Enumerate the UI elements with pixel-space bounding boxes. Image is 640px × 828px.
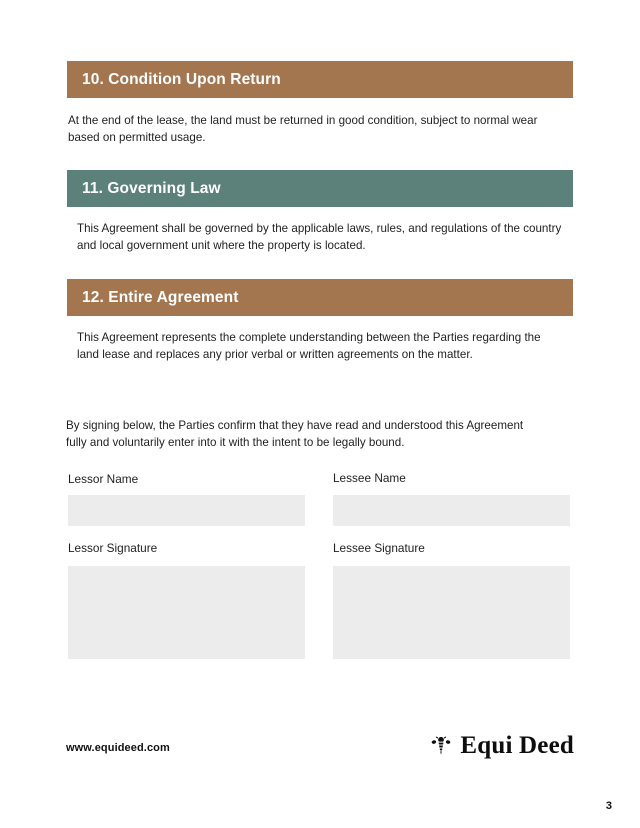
section-header-entire-agreement bbox=[67, 279, 573, 316]
lessee-name-label: Lessee Name bbox=[333, 471, 406, 485]
section-heading-text: 11. Governing Law bbox=[82, 179, 221, 197]
lessor-name-label: Lessor Name bbox=[68, 472, 139, 486]
brand-name-text: Equi Deed bbox=[460, 732, 574, 759]
section-heading-text: 10. Condition Upon Return bbox=[82, 70, 281, 88]
lessor-signature-pad[interactable] bbox=[68, 566, 305, 659]
bee-icon bbox=[430, 735, 452, 757]
lessee-name-input[interactable] bbox=[333, 495, 570, 526]
section-body-governing-law: This Agreement shall be governed by the applicable laws, rules, and regulations of the country and local government unit where the property is located. bbox=[77, 222, 562, 252]
lessor-name-input[interactable] bbox=[68, 495, 305, 526]
footer-website-url[interactable]: www.equideed.com bbox=[66, 742, 170, 754]
section-body-condition-upon-return: At the end of the lease, the land must be returned in good condition, subject to normal wear based on permitted usage. bbox=[68, 114, 538, 144]
section-body-entire-agreement: This Agreement represents the complete understanding between the Parties regarding the land lease and replaces any prior verbal or written agreements on the matter. bbox=[77, 331, 541, 361]
page-number: 3 bbox=[605, 800, 612, 812]
lessor-signature-label: Lessor Signature bbox=[68, 541, 158, 555]
lessee-signature-pad[interactable] bbox=[333, 566, 570, 659]
section-heading-text: 12. Entire Agreement bbox=[82, 288, 239, 306]
section-header-condition-upon-return bbox=[67, 61, 573, 98]
section-header-governing-law bbox=[67, 170, 573, 207]
brand-logo bbox=[430, 733, 574, 758]
lessee-signature-label: Lessee Signature bbox=[333, 541, 425, 555]
closing-statement: By signing below, the Parties confirm that they have read and understood this Agreement fully and voluntarily enter into it with the intent to be legally bound. bbox=[66, 419, 524, 449]
